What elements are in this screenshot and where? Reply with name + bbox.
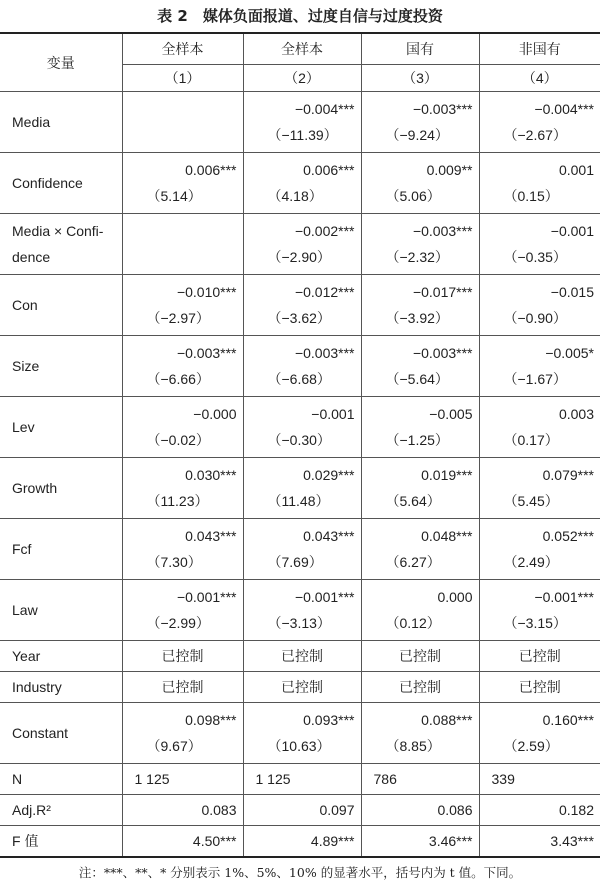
t-value: （9.67） [123, 733, 243, 759]
table-cell [243, 703, 361, 764]
t-value: （7.69） [244, 549, 361, 575]
coefficient: −0.003*** [123, 340, 243, 366]
coefficient: −0.004*** [244, 96, 361, 122]
variable-header: 变量 [0, 33, 122, 92]
coefficient: 0.160*** [480, 707, 600, 733]
variable-name [0, 214, 122, 275]
variable-name-line: Lev [12, 414, 122, 440]
t-value: （0.17） [480, 427, 600, 453]
coefficient: −0.002*** [244, 218, 361, 244]
t-value: （5.45） [480, 488, 600, 514]
table-cell [122, 153, 243, 214]
table-cell [361, 92, 479, 153]
coefficient: 0.098*** [123, 707, 243, 733]
table-cell [479, 336, 600, 397]
t-value: （6.27） [362, 549, 479, 575]
variable-name [0, 275, 122, 336]
regression-table [0, 32, 600, 858]
column-header: 全样本 [122, 33, 243, 65]
table-cell [479, 92, 600, 153]
table-row [0, 275, 600, 336]
t-value: （8.85） [362, 733, 479, 759]
coefficient: −0.003*** [362, 96, 479, 122]
coefficient: −0.001*** [244, 584, 361, 610]
table-row [0, 672, 600, 703]
variable-name [0, 397, 122, 458]
coefficient: −0.005* [480, 340, 600, 366]
t-value: （−0.35） [480, 244, 600, 270]
table-cell [122, 214, 243, 275]
coefficient: −0.001*** [480, 584, 600, 610]
coefficient: 0.019*** [362, 462, 479, 488]
t-value: （2.49） [480, 549, 600, 575]
coefficient: −0.003*** [244, 340, 361, 366]
variable-name-line: Media [12, 109, 122, 135]
t-value: （−2.97） [123, 305, 243, 331]
coefficient: 0.030*** [123, 462, 243, 488]
variable-name: Year [0, 641, 122, 672]
t-value: （−3.62） [244, 305, 361, 331]
coefficient: 0.029*** [244, 462, 361, 488]
table-cell [361, 703, 479, 764]
t-value: （−5.64） [362, 366, 479, 392]
coefficient: −0.004*** [480, 96, 600, 122]
table-cell [122, 275, 243, 336]
t-value: （10.63） [244, 733, 361, 759]
table-row [0, 580, 600, 641]
column-header: 全样本 [243, 33, 361, 65]
table-cell [243, 458, 361, 519]
variable-name [0, 153, 122, 214]
coefficient: 0.000 [362, 584, 479, 610]
column-header: 非国有 [479, 33, 600, 65]
table-row [0, 795, 600, 826]
t-value: （5.06） [362, 183, 479, 209]
coefficient: 0.009** [362, 157, 479, 183]
table-cell: 已控制 [122, 672, 243, 703]
table-cell [361, 519, 479, 580]
table-cell: 已控制 [479, 641, 600, 672]
table-row [0, 336, 600, 397]
table-cell: 339 [479, 764, 600, 795]
table-cell [479, 580, 600, 641]
coefficient: −0.003*** [362, 218, 479, 244]
coefficient: −0.015 [480, 279, 600, 305]
column-number: （3） [361, 65, 479, 92]
coefficient: 0.088*** [362, 707, 479, 733]
table-cell [479, 703, 600, 764]
coefficient [123, 218, 243, 244]
t-value: （5.14） [123, 183, 243, 209]
table-row [0, 703, 600, 764]
t-value: （−2.32） [362, 244, 479, 270]
t-value: （−9.24） [362, 122, 479, 148]
variable-name-line: Fcf [12, 536, 122, 562]
column-header: 国有 [361, 33, 479, 65]
table-cell [361, 214, 479, 275]
coefficient: 0.006*** [123, 157, 243, 183]
coefficient: 0.043*** [123, 523, 243, 549]
table-cell: 0.182 [479, 795, 600, 826]
table-title: 表 2 媒体负面报道、过度自信与过度投资 [0, 0, 600, 32]
variable-name-line: Media × Confi- [12, 218, 122, 244]
variable-name: N [0, 764, 122, 795]
table-cell [122, 519, 243, 580]
table-cell [361, 153, 479, 214]
table-cell: 已控制 [479, 672, 600, 703]
table-cell [361, 336, 479, 397]
table-cell [243, 580, 361, 641]
table-cell [361, 275, 479, 336]
table-cell: 1 125 [122, 764, 243, 795]
table-cell [361, 397, 479, 458]
t-value: （−2.90） [244, 244, 361, 270]
table-cell [122, 580, 243, 641]
t-value: （−3.13） [244, 610, 361, 636]
table-row [0, 826, 600, 858]
t-value: （−2.67） [480, 122, 600, 148]
t-value: （7.30） [123, 549, 243, 575]
table-cell [361, 458, 479, 519]
column-number: （4） [479, 65, 600, 92]
table-cell [479, 397, 600, 458]
variable-name [0, 580, 122, 641]
table-cell [122, 92, 243, 153]
table-cell [243, 214, 361, 275]
t-value: （−0.90） [480, 305, 600, 331]
table-note: 注：***、**、* 分别表示 1%、5%、10% 的显著水平，括号内为 t 值。下同。 [0, 858, 600, 890]
table-row [0, 153, 600, 214]
variable-name-line: Constant [12, 720, 122, 746]
coefficient: −0.001*** [123, 584, 243, 610]
coefficient: −0.000 [123, 401, 243, 427]
variable-name [0, 92, 122, 153]
table-row [0, 764, 600, 795]
t-value [123, 244, 243, 270]
table-cell [122, 336, 243, 397]
coefficient: 0.001 [480, 157, 600, 183]
table-cell [243, 397, 361, 458]
table-cell [122, 397, 243, 458]
variable-name-line: Confidence [12, 170, 122, 196]
coefficient: 0.043*** [244, 523, 361, 549]
table-cell: 0.097 [243, 795, 361, 826]
table-cell [243, 519, 361, 580]
table-cell [479, 214, 600, 275]
table-cell: 已控制 [361, 672, 479, 703]
table-cell [479, 153, 600, 214]
coefficient: 0.093*** [244, 707, 361, 733]
t-value: （0.12） [362, 610, 479, 636]
coefficient: 0.006*** [244, 157, 361, 183]
variable-name-line: Con [12, 292, 122, 318]
variable-name [0, 336, 122, 397]
table-row [0, 92, 600, 153]
variable-name: Industry [0, 672, 122, 703]
variable-name: Adj.R² [0, 795, 122, 826]
column-number: （2） [243, 65, 361, 92]
t-value: （4.18） [244, 183, 361, 209]
t-value: （11.48） [244, 488, 361, 514]
t-value: （−0.02） [123, 427, 243, 453]
table-cell: 已控制 [361, 641, 479, 672]
table-cell: 已控制 [243, 672, 361, 703]
table-cell: 3.46*** [361, 826, 479, 858]
variable-name-line: Growth [12, 475, 122, 501]
t-value: （2.59） [480, 733, 600, 759]
table-row [0, 519, 600, 580]
table-cell [122, 703, 243, 764]
table-cell [479, 519, 600, 580]
t-value: （−3.15） [480, 610, 600, 636]
coefficient: 0.079*** [480, 462, 600, 488]
coefficient: −0.010*** [123, 279, 243, 305]
coefficient: −0.003*** [362, 340, 479, 366]
variable-name-line: Size [12, 353, 122, 379]
table-cell: 1 125 [243, 764, 361, 795]
column-number: （1） [122, 65, 243, 92]
t-value: （5.64） [362, 488, 479, 514]
coefficient: −0.001 [244, 401, 361, 427]
coefficient: 0.003 [480, 401, 600, 427]
variable-name [0, 458, 122, 519]
table-cell: 已控制 [243, 641, 361, 672]
table-row [0, 641, 600, 672]
table-cell [243, 92, 361, 153]
t-value: （−2.99） [123, 610, 243, 636]
t-value [123, 122, 243, 148]
t-value: （−6.68） [244, 366, 361, 392]
table-row [0, 397, 600, 458]
table-row [0, 458, 600, 519]
t-value: （−6.66） [123, 366, 243, 392]
variable-name-line: dence [12, 244, 122, 270]
coefficient: −0.017*** [362, 279, 479, 305]
table-cell: 已控制 [122, 641, 243, 672]
coefficient: 0.052*** [480, 523, 600, 549]
table-cell [243, 275, 361, 336]
table-cell: 4.50*** [122, 826, 243, 858]
variable-name [0, 703, 122, 764]
table-cell [479, 458, 600, 519]
table-cell: 0.086 [361, 795, 479, 826]
t-value: （11.23） [123, 488, 243, 514]
variable-name: F 值 [0, 826, 122, 858]
table-cell [361, 580, 479, 641]
table-cell: 0.083 [122, 795, 243, 826]
t-value: （−1.67） [480, 366, 600, 392]
table-cell [243, 153, 361, 214]
variable-name [0, 519, 122, 580]
coefficient [123, 96, 243, 122]
coefficient: −0.012*** [244, 279, 361, 305]
header-row-names [0, 33, 600, 65]
coefficient: 0.048*** [362, 523, 479, 549]
t-value: （0.15） [480, 183, 600, 209]
table-cell: 4.89*** [243, 826, 361, 858]
table-cell: 3.43*** [479, 826, 600, 858]
coefficient: −0.005 [362, 401, 479, 427]
table-cell [122, 458, 243, 519]
t-value: （−1.25） [362, 427, 479, 453]
variable-name-line: Law [12, 597, 122, 623]
t-value: （−11.39） [244, 122, 361, 148]
t-value: （−0.30） [244, 427, 361, 453]
table-row [0, 214, 600, 275]
table-cell [243, 336, 361, 397]
table-cell: 786 [361, 764, 479, 795]
coefficient: −0.001 [480, 218, 600, 244]
t-value: （−3.92） [362, 305, 479, 331]
table-cell [479, 275, 600, 336]
